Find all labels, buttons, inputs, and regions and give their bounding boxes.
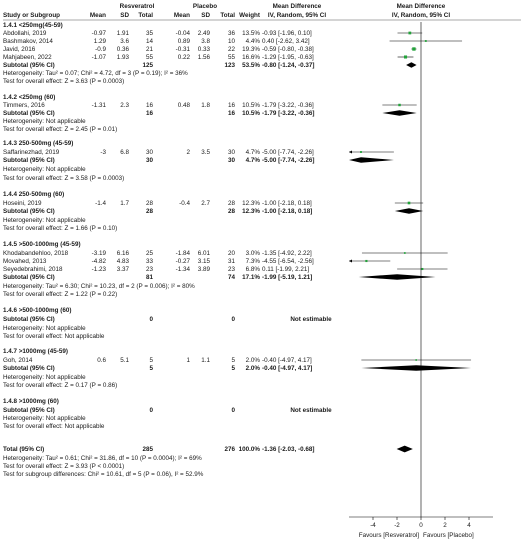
subtotal-ctl-total: 0 (231, 316, 235, 323)
study-weight: 3.0% (245, 250, 260, 257)
heterogeneity-text: Heterogeneity: Tau² = 0.07; Chi² = 4.72, df = 3 (P = 0.19); I² = 36% (3, 70, 188, 77)
subtotal-diamond-4 (359, 274, 436, 280)
exp-mean: -4.82 (91, 258, 106, 265)
study-marker-4-1 (365, 260, 367, 262)
x-tick-label: 0 (419, 522, 423, 529)
header-ctl-sd: SD (201, 12, 210, 19)
subtotal-ctl-total: 30 (227, 157, 235, 164)
study-name: Timmers, 2016 (3, 102, 45, 109)
ctl-mean: 2 (186, 149, 190, 156)
subtotal-ci: -0.80 [-1.24, -0.37] (262, 62, 315, 69)
subtotal-exp-total: 125 (142, 62, 153, 69)
subtotal-ci: -1.79 [-3.22, -0.36] (262, 110, 315, 117)
subtotal-exp-total: 28 (145, 208, 153, 215)
total-label: Total (95% CI) (3, 446, 45, 453)
study-marker-0-1 (425, 40, 427, 42)
subtotal-ci: -1.00 [-2.18, 0.18] (262, 208, 313, 215)
exp-sd: 1.91 (116, 30, 129, 37)
ctl-total: 5 (231, 357, 235, 364)
subtotal-ctl-total: 0 (231, 407, 235, 414)
subgroup-label: 1.4.2 <250mg (60) (3, 94, 56, 101)
exp-total: 35 (145, 30, 153, 37)
ctl-sd: 1.56 (197, 54, 210, 61)
ctl-mean: -0.27 (175, 258, 190, 265)
header-exp-sd: SD (120, 12, 129, 19)
ctl-total: 22 (227, 46, 235, 53)
subgroup-label: 1.4.6 >500-1000mg (60) (3, 307, 72, 314)
total-diamond (397, 446, 413, 453)
ctl-mean: -1.84 (175, 250, 190, 257)
subgroup-label: 1.4.3 250-500mg (45-59) (3, 140, 74, 147)
ctl-sd: 3.89 (197, 266, 210, 273)
heterogeneity-text: Heterogeneity: Not applicable (3, 166, 86, 173)
exp-sd: 3.6 (120, 38, 129, 45)
ctl-mean: -0.31 (175, 46, 190, 53)
subtotal-weight: 10.5% (242, 110, 260, 117)
exp-total: 16 (145, 102, 153, 109)
study-name: Abdollahi, 2019 (3, 30, 47, 37)
header-ctl-group: Placebo (192, 3, 218, 10)
study-weight: 6.8% (245, 266, 260, 273)
study-ci: -1.00 [-2.18, 0.18] (262, 200, 312, 207)
study-ci: -0.93 [-1.96, 0.10] (262, 30, 312, 37)
total-ctl: 276 (224, 446, 235, 453)
ctl-total: 10 (227, 38, 235, 45)
favours-left-label: Favours [Resveratrol] (358, 532, 419, 539)
exp-total: 28 (145, 200, 153, 207)
study-weight: 2.0% (245, 357, 260, 364)
study-name: Javid, 2016 (3, 46, 36, 53)
ctl-total: 30 (227, 149, 235, 156)
study-name: Khodabandehloo, 2018 (3, 250, 69, 257)
ctl-total: 23 (227, 266, 235, 273)
exp-mean: -0.9 (95, 46, 106, 53)
subtotal-weight: 17.1% (242, 274, 260, 281)
subtotal-ctl-total: 5 (231, 365, 235, 372)
study-marker-4-2 (421, 268, 423, 270)
study-name: Movahed, 2013 (3, 258, 47, 265)
exp-mean: -3.19 (91, 250, 106, 257)
subtotal-diamond-0 (406, 62, 416, 68)
subtotal-ci: Not estimable (290, 407, 332, 414)
ctl-mean: 1 (186, 357, 190, 364)
study-weight: 4.7% (245, 149, 260, 156)
subtotal-diamond-6 (361, 365, 471, 371)
study-weight: 12.3% (242, 200, 260, 207)
ctl-mean: -0.4 (179, 200, 190, 207)
ctl-mean: 0.48 (177, 102, 190, 109)
x-tick-label: 4 (467, 522, 471, 529)
exp-mean: -1.4 (95, 200, 106, 207)
exp-mean: -0.97 (91, 30, 106, 37)
ctl-mean: 0.89 (177, 38, 190, 45)
study-ci: -1.35 [-4.92, 2.22] (262, 250, 312, 257)
subtotal-exp-total: 0 (149, 407, 153, 414)
ctl-total: 16 (227, 102, 235, 109)
exp-total: 55 (145, 54, 153, 61)
exp-mean: -3 (100, 149, 106, 156)
subtotal-weight: 12.3% (242, 208, 260, 215)
table-rows (3, 22, 332, 478)
ctl-sd: 2.7 (201, 200, 210, 207)
study-marker-0-0 (408, 32, 411, 35)
exp-sd: 2.3 (120, 102, 129, 109)
ctl-sd: 6.01 (197, 250, 210, 257)
study-marker-0-2 (412, 47, 415, 50)
study-weight: 16.6% (242, 54, 260, 61)
exp-total: 23 (145, 266, 153, 273)
plot-panel (349, 22, 471, 517)
exp-mean: 1.29 (93, 38, 106, 45)
header-method-right: IV, Random, 95% CI (391, 12, 451, 19)
exp-total: 30 (145, 149, 153, 156)
exp-sd: 3.37 (116, 266, 129, 273)
study-weight: 10.5% (242, 102, 260, 109)
subtotal-ctl-total: 16 (227, 110, 235, 117)
subtotal-label: Subtotal (95% CI) (3, 407, 55, 414)
ci-arrow-2-0 (349, 151, 352, 154)
footer-note: Test for overall effect: Z = 3.93 (P < 0.0001) (3, 463, 125, 470)
study-weight: 19.3% (242, 46, 260, 53)
study-ci: 0.40 [-2.62, 3.42] (262, 38, 310, 45)
subgroup-label: 1.4.8 >1000mg (60) (3, 398, 59, 405)
header-exp-mean: Mean (89, 12, 106, 19)
ctl-sd: 1.1 (201, 357, 210, 364)
heterogeneity-text: Heterogeneity: Not applicable (3, 217, 86, 224)
study-marker-1-0 (398, 104, 400, 106)
study-name: Saffarinezhad, 2019 (3, 149, 60, 156)
study-ci: -0.59 [-0.80, -0.38] (262, 46, 314, 53)
exp-total: 14 (145, 38, 153, 45)
study-ci: 0.11 [-1.99, 2.21] (262, 266, 310, 273)
subgroup-label: 1.4.1 <250mg(45-59) (3, 22, 63, 29)
overall-effect-text: Test for overall effect: Z = 0.17 (P = 0.86) (3, 382, 118, 389)
header-exp-group: Resveratrol (119, 3, 155, 10)
exp-mean: 0.6 (97, 357, 106, 364)
subtotal-ci: -0.40 [-4.97, 4.17] (262, 365, 313, 372)
study-name: Hoseini, 2019 (3, 200, 42, 207)
subtotal-exp-total: 0 (149, 316, 153, 323)
x-tick-label: -2 (394, 522, 400, 529)
heterogeneity-text: Heterogeneity: Tau² = 6.30; Chi² = 10.23, df = 2 (P = 0.006); I² = 80% (3, 283, 195, 290)
subtotal-ci: -1.99 [-5.19, 1.21] (262, 274, 313, 281)
overall-effect-text: Test for overall effect: Z = 1.22 (P = 0.22) (3, 291, 118, 298)
x-axis-ticks (370, 517, 471, 529)
ctl-sd: 3.5 (201, 149, 210, 156)
study-name: Mahjabeen, 2022 (3, 54, 52, 61)
study-marker-0-3 (404, 55, 407, 58)
subtotal-ctl-total: 74 (227, 274, 235, 281)
overall-effect-text: Test for overall effect: Z = 1.66 (P = 0.10) (3, 225, 118, 232)
study-marker-4-0 (404, 252, 406, 254)
header-exp-total: Total (138, 12, 153, 19)
exp-sd: 1.7 (120, 200, 129, 207)
subtotal-weight: 4.7% (245, 157, 260, 164)
subtotal-exp-total: 81 (145, 274, 153, 281)
subtotal-label: Subtotal (95% CI) (3, 62, 55, 69)
subtotal-diamond-3 (395, 208, 423, 214)
footer-note: Test for subgroup differences: Chi² = 10.61, df = 5 (P = 0.06), I² = 52.9% (3, 471, 204, 478)
ctl-sd: 3.8 (201, 38, 210, 45)
study-name: Seyedebrahimi, 2018 (3, 266, 63, 273)
exp-total: 33 (145, 258, 153, 265)
ci-arrow-4-1 (349, 260, 352, 263)
overall-effect-text: Test for overall effect: Z = 3.58 (P = 0.0003) (3, 175, 125, 182)
study-ci: -0.40 [-4.97, 4.17] (262, 357, 312, 364)
exp-mean: -1.07 (91, 54, 106, 61)
exp-total: 25 (145, 250, 153, 257)
exp-mean: -1.23 (91, 266, 106, 273)
ctl-sd: 2.49 (197, 30, 210, 37)
exp-sd: 4.83 (116, 258, 129, 265)
subtotal-weight: 2.0% (245, 365, 260, 372)
exp-total: 21 (145, 46, 153, 53)
study-name: Bashmakov, 2014 (3, 38, 53, 45)
header-md-right: Mean Difference (396, 3, 446, 10)
heterogeneity-text: Heterogeneity: Not applicable (3, 118, 86, 125)
subtotal-label: Subtotal (95% CI) (3, 274, 55, 281)
study-ci: -1.29 [-1.95, -0.63] (262, 54, 314, 61)
subtotal-label: Subtotal (95% CI) (3, 316, 55, 323)
exp-sd: 5.1 (120, 357, 129, 364)
study-marker-6-0 (415, 359, 417, 361)
exp-sd: 0.36 (116, 46, 129, 53)
ctl-mean: -0.04 (175, 30, 190, 37)
heterogeneity-text: Heterogeneity: Not applicable (3, 415, 86, 422)
header-study: Study or Subgroup (3, 12, 61, 19)
study-weight: 4.4% (245, 38, 260, 45)
overall-effect-text: Test for overall effect: Z = 2.45 (P = 0.01) (3, 126, 118, 133)
study-ci: -1.79 [-3.22, -0.36] (262, 102, 314, 109)
study-ci: -4.55 [-6.54, -2.56] (262, 258, 314, 265)
overall-effect-text: Test for overall effect: Not applicable (3, 423, 105, 430)
ctl-mean: -1.34 (175, 266, 190, 273)
subtotal-weight: 53.5% (242, 62, 260, 69)
study-marker-2-0 (360, 151, 362, 153)
subtotal-ci: Not estimable (290, 316, 332, 323)
header-ctl-total: Total (220, 12, 235, 19)
subtotal-diamond-2 (349, 157, 394, 163)
study-ci: -5.00 [-7.74, -2.26] (262, 149, 314, 156)
subtotal-exp-total: 5 (149, 365, 153, 372)
favours-right-label: Favours [Placebo] (423, 532, 474, 539)
header-weight: Weight (239, 12, 260, 19)
ctl-total: 20 (227, 250, 235, 257)
subtotal-ctl-total: 123 (224, 62, 235, 69)
ctl-sd: 3.15 (197, 258, 210, 265)
heterogeneity-text: Heterogeneity: Not applicable (3, 325, 86, 332)
subtotal-label: Subtotal (95% CI) (3, 157, 55, 164)
x-tick-label: -4 (370, 522, 376, 529)
overall-effect-text: Test for overall effect: Not applicable (3, 333, 105, 340)
subtotal-label: Subtotal (95% CI) (3, 208, 55, 215)
header-md-left: Mean Difference (272, 3, 322, 10)
subgroup-label: 1.4.5 >500-1000mg (45-59) (3, 241, 81, 248)
heterogeneity-text: Heterogeneity: Not applicable (3, 374, 86, 381)
subtotal-ctl-total: 28 (227, 208, 235, 215)
exp-sd: 6.16 (116, 250, 129, 257)
subtotal-exp-total: 30 (145, 157, 153, 164)
header-method-left: IV, Random, 95% CI (267, 12, 327, 19)
ctl-total: 36 (227, 30, 235, 37)
ctl-total: 28 (227, 200, 235, 207)
header-ctl-mean: Mean (173, 12, 190, 19)
exp-mean: -1.31 (91, 102, 106, 109)
subtotal-label: Subtotal (95% CI) (3, 110, 55, 117)
study-weight: 7.3% (245, 258, 260, 265)
ctl-mean: 0.22 (177, 54, 190, 61)
x-tick-label: 2 (443, 522, 447, 529)
study-name: Goh, 2014 (3, 357, 33, 364)
total-exp: 285 (142, 446, 153, 453)
ctl-total: 55 (227, 54, 235, 61)
study-marker-3-0 (408, 202, 411, 205)
overall-effect-text: Test for overall effect: Z = 3.63 (P = 0.0003) (3, 78, 125, 85)
exp-sd: 6.8 (120, 149, 129, 156)
ctl-total: 31 (227, 258, 235, 265)
exp-sd: 1.93 (116, 54, 129, 61)
subtotal-diamond-1 (382, 110, 416, 116)
footer-note: Heterogeneity: Tau² = 0.61; Chi² = 31.86, df = 10 (P = 0.0004); I² = 69% (3, 455, 202, 462)
exp-total: 5 (149, 357, 153, 364)
total-ci: -1.36 [-2.03, -0.68] (262, 446, 315, 453)
subtotal-exp-total: 16 (145, 110, 153, 117)
subtotal-label: Subtotal (95% CI) (3, 365, 55, 372)
total-weight: 100.0% (238, 446, 260, 453)
subgroup-label: 1.4.7 >1000mg (45-59) (3, 348, 68, 355)
subgroup-label: 1.4.4 250-500mg (60) (3, 191, 65, 198)
ctl-sd: 0.33 (197, 46, 210, 53)
subtotal-ci: -5.00 [-7.74, -2.26] (262, 157, 315, 164)
ctl-sd: 1.8 (201, 102, 210, 109)
study-weight: 13.5% (242, 30, 260, 37)
